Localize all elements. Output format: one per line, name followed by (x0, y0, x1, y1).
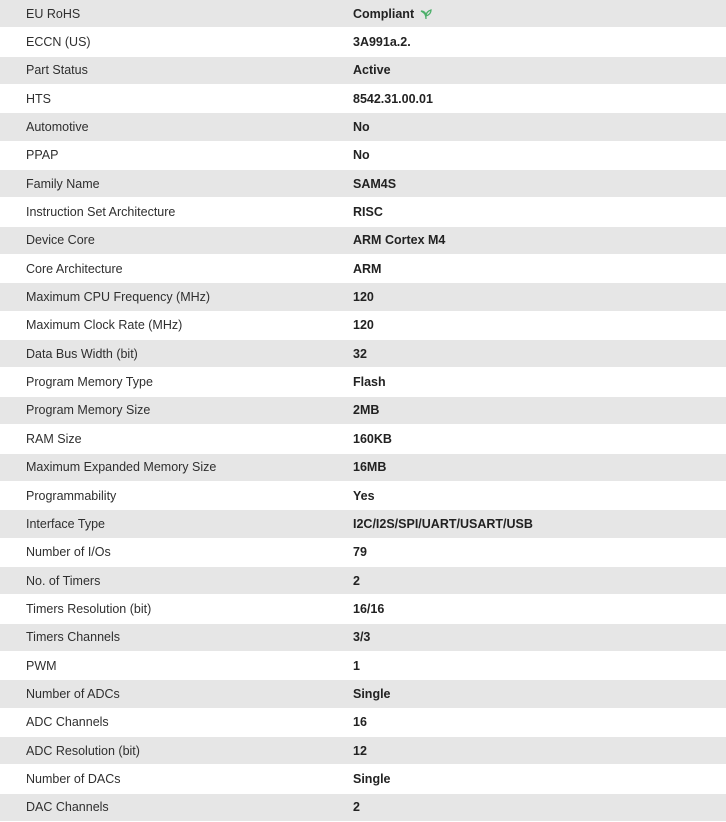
spec-value-cell (353, 715, 367, 729)
spec-value-cell (353, 403, 379, 417)
spec-value: Yes (353, 488, 375, 503)
spec-label: Family Name (26, 176, 100, 191)
spec-value-cell (353, 630, 370, 644)
spec-value-cell (353, 460, 386, 474)
table-row (0, 340, 726, 368)
spec-value: No (353, 148, 370, 163)
spec-value-cell (353, 92, 433, 106)
spec-value-cell (353, 7, 433, 21)
table-row (0, 57, 726, 85)
spec-value-cell (353, 517, 533, 531)
spec-value-cell (353, 233, 445, 247)
spec-value-cell (353, 687, 391, 701)
spec-value: Single (353, 686, 391, 701)
table-row (0, 198, 726, 226)
spec-value: 160KB (353, 431, 392, 446)
spec-value: 16/16 (353, 601, 385, 616)
table-row (0, 624, 726, 652)
table-row (0, 595, 726, 623)
spec-label: Device Core (26, 233, 95, 248)
spec-label: Maximum Expanded Memory Size (26, 460, 217, 475)
spec-value: 3/3 (353, 630, 371, 645)
table-row (0, 170, 726, 198)
spec-value: 2MB (353, 403, 380, 418)
table-row (0, 227, 726, 255)
spec-label: Part Status (26, 63, 88, 78)
spec-value-cell (353, 772, 391, 786)
spec-value: 120 (353, 290, 374, 305)
spec-value: ARM (353, 261, 382, 276)
spec-value-cell (353, 800, 360, 814)
spec-value-cell (353, 120, 370, 134)
spec-label: ADC Resolution (bit) (26, 743, 140, 758)
spec-label: RAM Size (26, 431, 82, 446)
spec-value: SAM4S (353, 176, 397, 191)
spec-label: EU RoHS (26, 6, 81, 21)
spec-value-cell (353, 659, 360, 673)
spec-value-cell (353, 63, 391, 77)
spec-value: 16MB (353, 460, 387, 475)
spec-value-cell (353, 744, 367, 758)
spec-value: Compliant (353, 6, 415, 21)
spec-value: 120 (353, 318, 374, 333)
spec-label: Number of I/Os (26, 545, 111, 560)
table-row (0, 567, 726, 595)
table-row (0, 454, 726, 482)
spec-value: RISC (353, 205, 383, 220)
table-row (0, 28, 726, 56)
spec-value-cell (353, 290, 374, 304)
table-row (0, 510, 726, 538)
spec-value: 32 (353, 346, 367, 361)
spec-label: ADC Channels (26, 715, 109, 730)
spec-value: Single (353, 771, 391, 786)
table-row (0, 0, 726, 28)
table-row (0, 85, 726, 113)
spec-value-cell (353, 574, 360, 588)
spec-label: Programmability (26, 488, 117, 503)
spec-label: Number of ADCs (26, 686, 120, 701)
spec-value-cell (353, 489, 375, 503)
spec-label: Core Architecture (26, 261, 123, 276)
spec-value-cell (353, 545, 367, 559)
spec-value: 8542.31.00.01 (353, 91, 433, 106)
spec-value: No (353, 120, 370, 135)
spec-label: Number of DACs (26, 771, 121, 786)
spec-label: DAC Channels (26, 800, 109, 815)
spec-label: Timers Channels (26, 630, 121, 645)
spec-value-cell (353, 262, 381, 276)
spec-label: Program Memory Type (26, 375, 153, 390)
spec-value: 79 (353, 545, 367, 560)
spec-value-cell (353, 318, 374, 332)
table-row (0, 680, 726, 708)
leaf-icon (419, 8, 433, 20)
spec-value: Flash (353, 375, 386, 390)
spec-value-cell (353, 177, 396, 191)
spec-label: No. of Timers (26, 573, 101, 588)
spec-label: HTS (26, 91, 51, 106)
spec-value-cell (353, 35, 411, 49)
spec-value: I2C/I2S/SPI/UART/USART/USB (353, 516, 533, 531)
table-row (0, 709, 726, 737)
table-row (0, 794, 726, 822)
spec-value: 1 (353, 658, 360, 673)
table-row (0, 482, 726, 510)
spec-label: PWM (26, 658, 57, 673)
spec-value-cell (353, 375, 386, 389)
table-row (0, 397, 726, 425)
table-row (0, 255, 726, 283)
spec-value: ARM Cortex M4 (353, 233, 446, 248)
table-row (0, 652, 726, 680)
spec-value-cell (353, 205, 383, 219)
spec-label: PPAP (26, 148, 59, 163)
table-row (0, 737, 726, 765)
table-row (0, 765, 726, 793)
spec-value-cell (353, 347, 367, 361)
spec-label: Program Memory Size (26, 403, 151, 418)
table-row (0, 368, 726, 396)
spec-value: 2 (353, 800, 360, 815)
spec-value: 3A991a.2. (353, 35, 411, 50)
table-row (0, 283, 726, 311)
table-row (0, 312, 726, 340)
spec-value: 2 (353, 573, 360, 588)
spec-value-cell (353, 148, 370, 162)
spec-value-cell (353, 432, 392, 446)
table-row (0, 113, 726, 141)
spec-label: Maximum Clock Rate (MHz) (26, 318, 183, 333)
table-row (0, 142, 726, 170)
spec-value: Active (353, 63, 391, 78)
spec-value-cell (353, 602, 384, 616)
spec-label: Automotive (26, 120, 89, 135)
spec-value: 16 (353, 715, 367, 730)
spec-value: 12 (353, 743, 367, 758)
table-row (0, 539, 726, 567)
spec-label: Maximum CPU Frequency (MHz) (26, 290, 211, 305)
spec-label: ECCN (US) (26, 35, 91, 50)
spec-label: Interface Type (26, 516, 105, 531)
spec-label: Timers Resolution (bit) (26, 601, 152, 616)
spec-label: Data Bus Width (bit) (26, 346, 138, 361)
table-row (0, 425, 726, 453)
spec-label: Instruction Set Architecture (26, 205, 176, 220)
